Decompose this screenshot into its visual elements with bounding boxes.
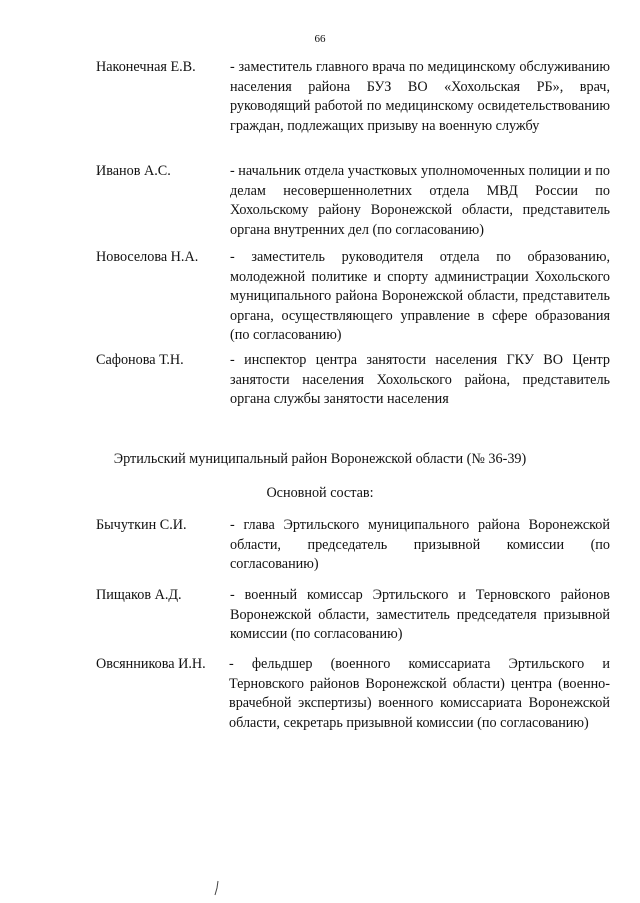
member-description: - глава Эртильского муниципального района Воронежской области, председатель призывной комиссии (по согласованию): [230, 517, 610, 573]
page-number: 66: [314, 33, 326, 45]
member-description: - заместитель главного врача по медицинскому обслуживанию населения района БУЗ ВО «Хохольская РБ», врач, руководящий работой по медицинскому освидетельствованию граждан, подлежащих призыву на военную службу: [230, 59, 610, 134]
pen-mark: [214, 880, 220, 896]
member-name: Наконечная Е.В.: [96, 59, 196, 75]
member-description: - военный комиссар Эртильского и Терновского районов Воронежской области, заместитель председателя призывной комиссии (по согласованию): [230, 587, 610, 643]
section-subtitle: Основной состав:: [266, 485, 374, 501]
member-description: - начальник отдела участковых уполномоченных полиции и по делам несовершеннолетних отдела МВД России по Хохольскому району Воронежской области, представитель органа внутренних дел (по согласованию): [230, 163, 610, 238]
member-name: Иванов А.С.: [96, 163, 171, 179]
section-title: Эртильский муниципальный район Воронежской области (№ 36-39): [113, 451, 527, 467]
member-name: Сафонова Т.Н.: [96, 352, 184, 368]
member-name: Бычуткин С.И.: [96, 517, 187, 533]
member-description: - инспектор центра занятости населения ГКУ ВО Центр занятости населения Хохольского района, представитель органа службы занятости населения: [230, 352, 610, 408]
member-name: Новоселова Н.А.: [96, 249, 199, 265]
member-name: Пищаков А.Д.: [96, 587, 182, 603]
member-name: Овсянникова И.Н.: [96, 656, 206, 672]
member-description: - заместитель руководителя отдела по образованию, молодежной политике и спорту администрации Хохольского муниципального района Воронежской области, представитель органа, осуществляющего управление в сфере образования (по согласованию): [230, 249, 610, 344]
member-description: - фельдшер (военного комиссариата Эртильского и Терновского районов Воронежской области) центра (военно-врачебной экспертизы) военного комиссариата Воронежской области, секретарь призывной комиссии (по согласованию): [229, 656, 610, 731]
